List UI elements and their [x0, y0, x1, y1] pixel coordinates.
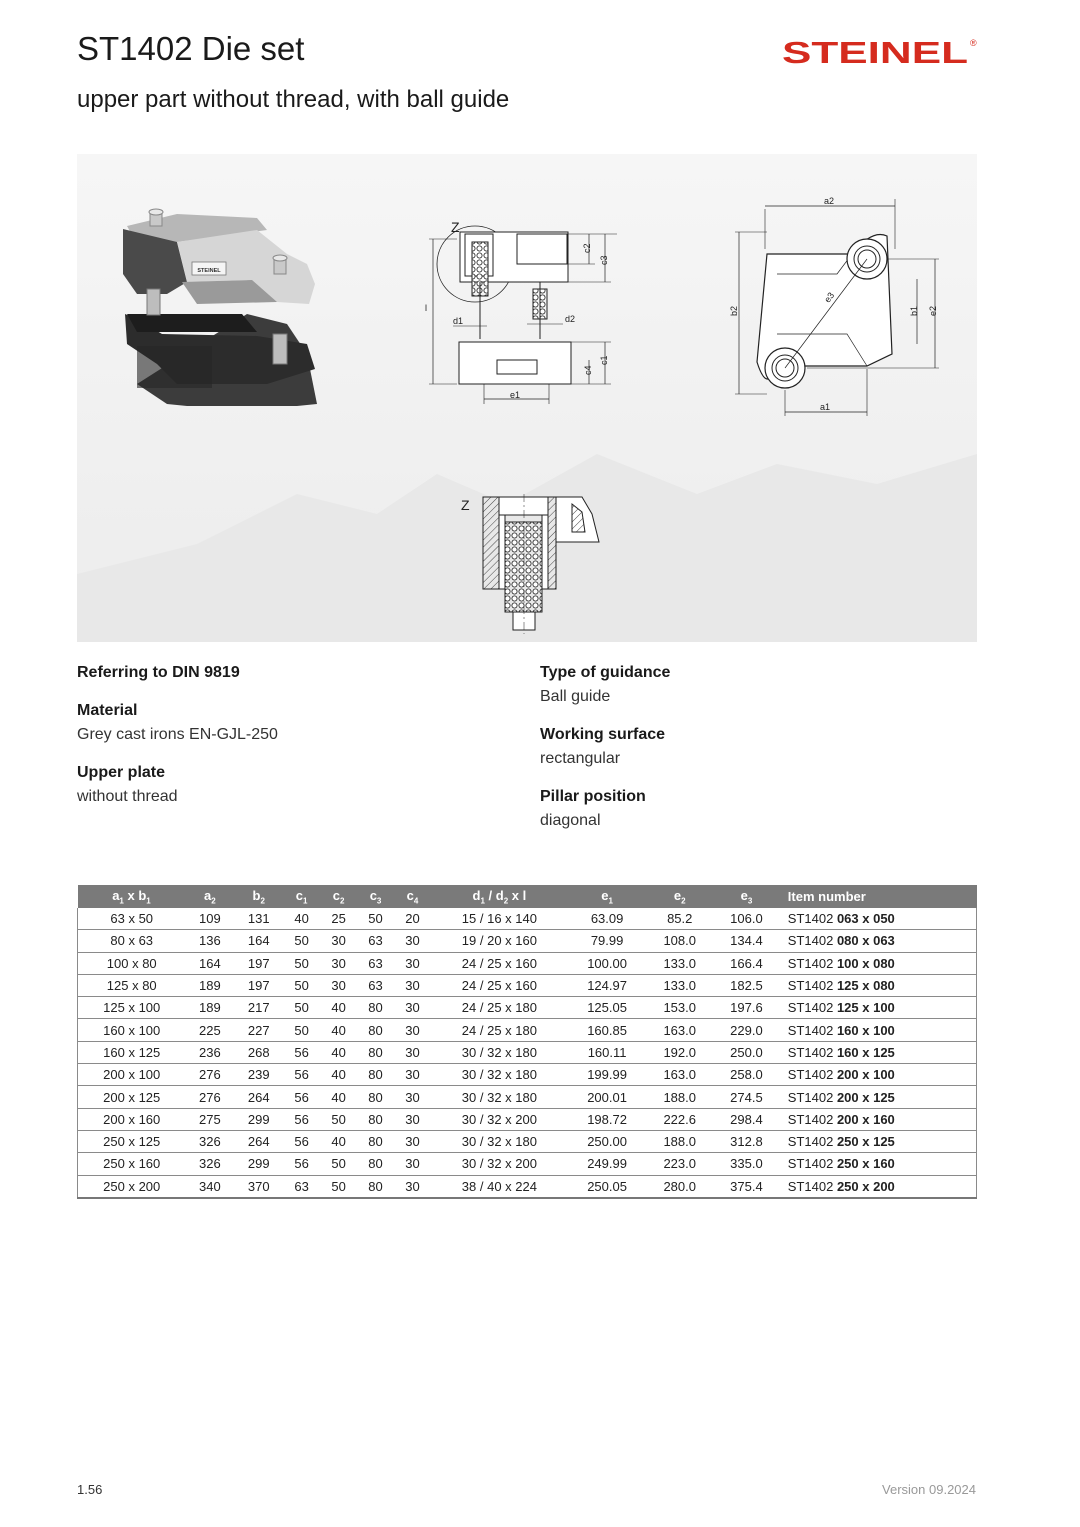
cell-a2: 225: [185, 1019, 234, 1041]
cell-e3: 298.4: [713, 1108, 780, 1130]
guidance-label: Type of guidance: [540, 664, 671, 681]
cell-d: 19 / 20 x 160: [431, 930, 568, 952]
info-material: [77, 702, 517, 744]
item-prefix: ST1402: [787, 1178, 834, 1194]
working-surface-value: rectangular: [540, 750, 621, 767]
cell-e2: 188.0: [646, 1086, 713, 1108]
cell-d: 30 / 32 x 200: [431, 1153, 568, 1175]
logo-registered-mark: ®: [970, 38, 977, 48]
cell-e2: 192.0: [646, 1041, 713, 1063]
table-row: [78, 1041, 977, 1063]
cell-e2: 163.0: [646, 1064, 713, 1086]
cell-a2: 236: [185, 1041, 234, 1063]
cell-e1: 79.99: [568, 930, 647, 952]
cell-item-number: [780, 930, 977, 952]
cell-c2: 30: [320, 974, 357, 996]
table-row: [78, 974, 977, 996]
dimension-table: [77, 885, 977, 1199]
upper-plate-label: Upper plate: [77, 764, 166, 781]
cell-c4: 30: [394, 930, 431, 952]
cell-a2: 189: [185, 974, 234, 996]
cell-c1: 50: [283, 1019, 320, 1041]
cell-c4: 30: [394, 1086, 431, 1108]
cell-e3: 250.0: [713, 1041, 780, 1063]
item-prefix: ST1402: [787, 1022, 834, 1038]
dim-e2: e2: [928, 305, 938, 316]
cell-c4: 30: [394, 974, 431, 996]
cell-b2: 370: [234, 1175, 283, 1198]
cell-ab: 63 x 50: [78, 908, 186, 930]
cell-c4: 30: [394, 997, 431, 1019]
cell-ab: 125 x 80: [78, 974, 186, 996]
cell-d: 30 / 32 x 200: [431, 1108, 568, 1130]
upper-plate-value: without thread: [77, 788, 178, 805]
cell-item-number: [780, 974, 977, 996]
cell-e3: 106.0: [713, 908, 780, 930]
cell-ab: 200 x 160: [78, 1108, 186, 1130]
col-header-e3: $e_3$: [713, 885, 780, 908]
cell-c4: 30: [394, 1130, 431, 1152]
cell-d: 30 / 32 x 180: [431, 1086, 568, 1108]
table-row: [78, 1108, 977, 1130]
col-header-item-number: Item number: [780, 885, 977, 908]
cell-e2: 163.0: [646, 1019, 713, 1041]
cell-c3: 80: [357, 1041, 394, 1063]
cell-e2: 222.6: [646, 1108, 713, 1130]
cell-b2: 197: [234, 952, 283, 974]
cell-ab: 160 x 100: [78, 1019, 186, 1041]
cell-e2: 133.0: [646, 974, 713, 996]
cell-e2: 133.0: [646, 952, 713, 974]
item-prefix: ST1402: [787, 1044, 834, 1060]
cell-e3: 312.8: [713, 1130, 780, 1152]
cell-c3: 80: [357, 1175, 394, 1198]
info-pillar-position: [540, 788, 980, 830]
table-row: [78, 1086, 977, 1108]
cell-item-number: [780, 1019, 977, 1041]
table-row: [78, 1130, 977, 1152]
cell-e3: 197.6: [713, 997, 780, 1019]
info-right-column: [540, 664, 980, 850]
detail-marker-z: Z: [451, 219, 460, 235]
cell-ab: 80 x 63: [78, 930, 186, 952]
cell-d: 30 / 32 x 180: [431, 1041, 568, 1063]
item-size: 160 x 125: [836, 1044, 895, 1060]
cell-c3: 80: [357, 1153, 394, 1175]
cell-c2: 50: [320, 1175, 357, 1198]
dim-c3: c3: [599, 255, 609, 265]
cell-b2: 264: [234, 1130, 283, 1152]
cell-item-number: [780, 1086, 977, 1108]
cell-item-number: [780, 1130, 977, 1152]
cell-e3: 375.4: [713, 1175, 780, 1198]
cell-e1: 160.85: [568, 1019, 647, 1041]
cell-e2: 153.0: [646, 997, 713, 1019]
item-size: 160 x 100: [836, 1022, 895, 1038]
technical-drawing: [77, 154, 977, 642]
cell-c1: 50: [283, 952, 320, 974]
cell-c2: 40: [320, 997, 357, 1019]
cell-d: 24 / 25 x 160: [431, 974, 568, 996]
cell-e2: 280.0: [646, 1175, 713, 1198]
cell-e3: 335.0: [713, 1153, 780, 1175]
table-row: [78, 1153, 977, 1175]
info-din-reference: [77, 664, 517, 682]
item-prefix: ST1402: [787, 1111, 834, 1127]
cell-c4: 30: [394, 1064, 431, 1086]
item-prefix: ST1402: [787, 1089, 834, 1105]
cell-e2: 223.0: [646, 1153, 713, 1175]
cell-c1: 50: [283, 930, 320, 952]
table-row: [78, 997, 977, 1019]
cell-e1: 160.11: [568, 1041, 647, 1063]
cell-c3: 80: [357, 997, 394, 1019]
page-subtitle: upper part without thread, with ball guide: [77, 86, 510, 113]
item-size: 125 x 080: [836, 978, 895, 994]
cell-c1: 56: [283, 1086, 320, 1108]
cell-item-number: [780, 997, 977, 1019]
cell-c3: 80: [357, 1064, 394, 1086]
item-prefix: ST1402: [787, 955, 834, 971]
cell-e1: 250.00: [568, 1130, 647, 1152]
dim-c1: c1: [599, 355, 609, 365]
cell-c1: 50: [283, 997, 320, 1019]
cell-b2: 217: [234, 997, 283, 1019]
cell-c3: 80: [357, 1130, 394, 1152]
cell-a2: 326: [185, 1130, 234, 1152]
col-header-c1: $c_1$: [283, 885, 320, 908]
detail-label-z: Z: [461, 497, 470, 513]
cell-c3: 63: [357, 930, 394, 952]
logo-text: STEINEL: [782, 36, 968, 68]
cell-d: 30 / 32 x 180: [431, 1130, 568, 1152]
cell-e3: 258.0: [713, 1064, 780, 1086]
cell-b2: 131: [234, 908, 283, 930]
item-size: 200 x 160: [836, 1111, 895, 1127]
cell-c2: 50: [320, 1108, 357, 1130]
cell-d: 38 / 40 x 224: [431, 1175, 568, 1198]
table-row: [78, 930, 977, 952]
info-guidance: [540, 664, 980, 706]
cell-ab: 200 x 100: [78, 1064, 186, 1086]
cell-c1: 40: [283, 908, 320, 930]
cell-b2: 264: [234, 1086, 283, 1108]
cell-a2: 276: [185, 1086, 234, 1108]
cell-e1: 63.09: [568, 908, 647, 930]
table-row: [78, 908, 977, 930]
cell-c2: 50: [320, 1153, 357, 1175]
dim-a1: a1: [820, 402, 831, 412]
cell-e3: 134.4: [713, 930, 780, 952]
cell-e1: 125.05: [568, 997, 647, 1019]
cell-e1: 124.97: [568, 974, 647, 996]
cell-item-number: [780, 908, 977, 930]
cell-c4: 30: [394, 1019, 431, 1041]
cell-ab: 250 x 160: [78, 1153, 186, 1175]
cell-d: 24 / 25 x 180: [431, 997, 568, 1019]
cell-c2: 40: [320, 1064, 357, 1086]
cell-ab: 100 x 80: [78, 952, 186, 974]
item-prefix: ST1402: [787, 1000, 834, 1016]
item-size: 100 x 080: [836, 955, 895, 971]
cell-c3: 80: [357, 1086, 394, 1108]
cell-d: 30 / 32 x 180: [431, 1064, 568, 1086]
item-size: 250 x 160: [836, 1156, 895, 1172]
cell-c4: 30: [394, 1175, 431, 1198]
item-prefix: ST1402: [787, 1156, 834, 1172]
cell-item-number: [780, 1064, 977, 1086]
photo-plate-label: STEINEL: [197, 268, 221, 274]
cell-item-number: [780, 1108, 977, 1130]
dim-d2: d2: [565, 314, 576, 324]
dim-l: l: [425, 303, 427, 313]
cell-c4: 30: [394, 1153, 431, 1175]
col-header-d1d2l: $d_1 / d_2$ x l: [431, 885, 568, 908]
dim-e1: e1: [510, 390, 521, 400]
dim-c4: c4: [583, 365, 593, 375]
cell-c3: 50: [357, 908, 394, 930]
cell-c2: 25: [320, 908, 357, 930]
cell-c2: 40: [320, 1130, 357, 1152]
cell-a2: 276: [185, 1064, 234, 1086]
guidance-value: Ball guide: [540, 688, 611, 705]
cell-ab: 200 x 125: [78, 1086, 186, 1108]
cell-e1: 199.99: [568, 1064, 647, 1086]
din-reference-label: Referring to DIN 9819: [77, 664, 240, 681]
item-prefix: ST1402: [787, 933, 834, 949]
col-header-c3: $c_3$: [357, 885, 394, 908]
cell-e3: 274.5: [713, 1086, 780, 1108]
cell-c2: 40: [320, 1041, 357, 1063]
table-row: [78, 1019, 977, 1041]
cell-a2: 109: [185, 908, 234, 930]
page-number: 1.56: [77, 1482, 103, 1497]
cell-e1: 249.99: [568, 1153, 647, 1175]
cell-e2: 108.0: [646, 930, 713, 952]
cell-item-number: [780, 1153, 977, 1175]
working-surface-label: Working surface: [540, 726, 666, 743]
cell-b2: 164: [234, 930, 283, 952]
dim-b1: b1: [909, 305, 919, 316]
dim-a2: a2: [824, 196, 835, 206]
cell-e1: 198.72: [568, 1108, 647, 1130]
page-title: ST1402 Die set: [77, 30, 305, 67]
cell-ab: 160 x 125: [78, 1041, 186, 1063]
cell-c1: 56: [283, 1153, 320, 1175]
cell-e1: 200.01: [568, 1086, 647, 1108]
cell-a2: 326: [185, 1153, 234, 1175]
item-size: 250 x 200: [836, 1178, 895, 1194]
cell-b2: 227: [234, 1019, 283, 1041]
item-size: 200 x 100: [836, 1067, 895, 1083]
cell-a2: 340: [185, 1175, 234, 1198]
dim-b2: b2: [729, 305, 739, 316]
pillar-position-value: diagonal: [540, 812, 601, 829]
info-left-column: [77, 664, 517, 826]
cell-ab: 125 x 100: [78, 997, 186, 1019]
col-header-b2: $b_2$: [234, 885, 283, 908]
cell-c3: 63: [357, 974, 394, 996]
item-prefix: ST1402: [787, 911, 834, 927]
cell-d: 15 / 16 x 140: [431, 908, 568, 930]
item-size: 250 x 125: [836, 1134, 895, 1150]
material-label: Material: [77, 702, 138, 719]
item-prefix: ST1402: [787, 1067, 834, 1083]
cell-c2: 30: [320, 930, 357, 952]
cell-e2: 85.2: [646, 908, 713, 930]
table-header-row: [78, 885, 977, 908]
dim-d1: d1: [453, 316, 464, 326]
cell-e3: 166.4: [713, 952, 780, 974]
cell-c4: 30: [394, 952, 431, 974]
col-header-c4: $c_4$: [394, 885, 431, 908]
version-label: Version 09.2024: [882, 1482, 976, 1497]
cell-c3: 80: [357, 1019, 394, 1041]
cell-c3: 80: [357, 1108, 394, 1130]
dim-c2: c2: [582, 243, 592, 253]
item-size: 125 x 100: [836, 1000, 895, 1016]
cell-d: 24 / 25 x 180: [431, 1019, 568, 1041]
item-prefix: ST1402: [787, 978, 834, 994]
cell-b2: 268: [234, 1041, 283, 1063]
steinel-logo: [782, 36, 978, 68]
cell-ab: 250 x 125: [78, 1130, 186, 1152]
cell-ab: 250 x 200: [78, 1175, 186, 1198]
info-upper-plate: [77, 764, 517, 806]
pillar-position-label: Pillar position: [540, 788, 646, 805]
table-row: [78, 1175, 977, 1198]
cell-b2: 197: [234, 974, 283, 996]
col-header-c2: $c_2$: [320, 885, 357, 908]
table-row: [78, 1064, 977, 1086]
item-size: 200 x 125: [836, 1089, 895, 1105]
cell-b2: 299: [234, 1108, 283, 1130]
cell-e2: 188.0: [646, 1130, 713, 1152]
table-row: [78, 952, 977, 974]
cell-item-number: [780, 1175, 977, 1198]
item-size: 080 x 063: [836, 933, 895, 949]
cell-c2: 30: [320, 952, 357, 974]
cell-c2: 40: [320, 1086, 357, 1108]
cell-b2: 299: [234, 1153, 283, 1175]
cell-c1: 56: [283, 1064, 320, 1086]
material-value: Grey cast irons EN-GJL-250: [77, 726, 278, 743]
item-size: 063 x 050: [836, 911, 895, 927]
cell-c1: 56: [283, 1041, 320, 1063]
cell-item-number: [780, 1041, 977, 1063]
cell-c3: 63: [357, 952, 394, 974]
cell-a2: 189: [185, 997, 234, 1019]
cell-c1: 56: [283, 1130, 320, 1152]
dim-e3: e3: [822, 290, 837, 305]
cell-e3: 182.5: [713, 974, 780, 996]
cell-c4: 20: [394, 908, 431, 930]
cell-c1: 63: [283, 1175, 320, 1198]
cell-c1: 56: [283, 1108, 320, 1130]
cell-e1: 100.00: [568, 952, 647, 974]
cell-b2: 239: [234, 1064, 283, 1086]
cell-e3: 229.0: [713, 1019, 780, 1041]
col-header-e2: $e_2$: [646, 885, 713, 908]
cell-c4: 30: [394, 1041, 431, 1063]
cell-a2: 164: [185, 952, 234, 974]
table-body: [78, 908, 977, 1198]
cell-e1: 250.05: [568, 1175, 647, 1198]
col-header-a1xb1: $a_1$ x $b_1$: [78, 885, 186, 908]
cell-c2: 40: [320, 1019, 357, 1041]
col-header-a2: $a_2$: [185, 885, 234, 908]
col-header-e1: $e_1$: [568, 885, 647, 908]
cell-a2: 275: [185, 1108, 234, 1130]
item-prefix: ST1402: [787, 1134, 834, 1150]
product-figure: [77, 154, 977, 642]
cell-d: 24 / 25 x 160: [431, 952, 568, 974]
info-working-surface: [540, 726, 980, 768]
cell-a2: 136: [185, 930, 234, 952]
cell-c1: 50: [283, 974, 320, 996]
cell-item-number: [780, 952, 977, 974]
cell-c4: 30: [394, 1108, 431, 1130]
